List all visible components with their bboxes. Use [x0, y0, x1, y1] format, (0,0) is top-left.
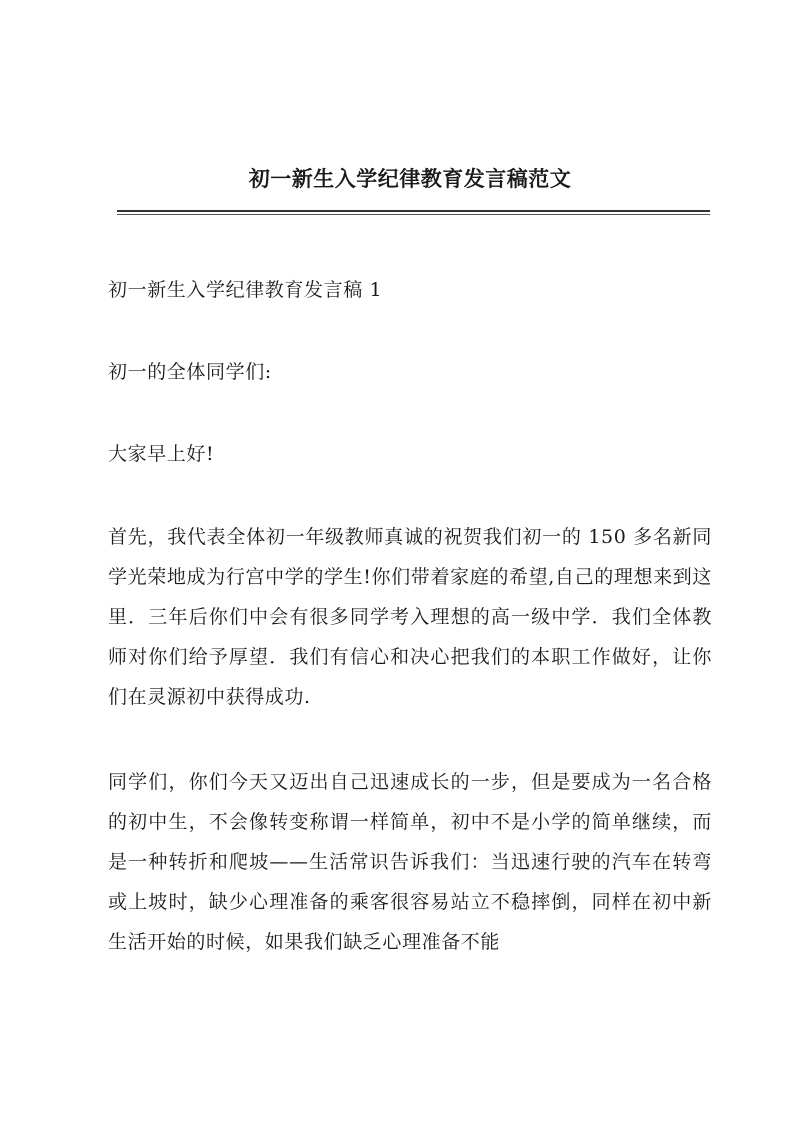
document-title: 初一新生入学纪律教育发言稿范文	[248, 166, 572, 191]
paragraph-2: 同学们，你们今天又迈出自己迅速成长的一步，但是要成为一名合格的初中生，不会像转变称谓一样简单，初中不是小学的简单继续，而是一种转折和爬坡——生活常识告诉我们：当迅速行驶的汽车在转弯或上坡时，缺少心理准备的乘客很容易站立不稳摔倒，同样在初中新生活开始的时候，如果我们缺乏心理准备不能	[108, 771, 712, 953]
title-divider	[117, 210, 710, 215]
greeting-line: 初一的全体同学们:	[108, 361, 272, 383]
section-heading: 初一新生入学纪律教育发言稿 1	[108, 279, 383, 301]
paragraph-1: 首先，我代表全体初一年级教师真诚的祝贺我们初一的 150 多名新同学光荣地成为行宫中学的学生!你们带着家庭的希望,自己的理想来到这里．三年后你们中会有很多同学考入理想的高一级中学．我们全体教师对你们给予厚望．我们有信心和决心把我们的本职工作做好，让你们在灵源初中获得成功.	[108, 526, 712, 708]
morning-greeting: 大家早上好!	[108, 443, 215, 465]
